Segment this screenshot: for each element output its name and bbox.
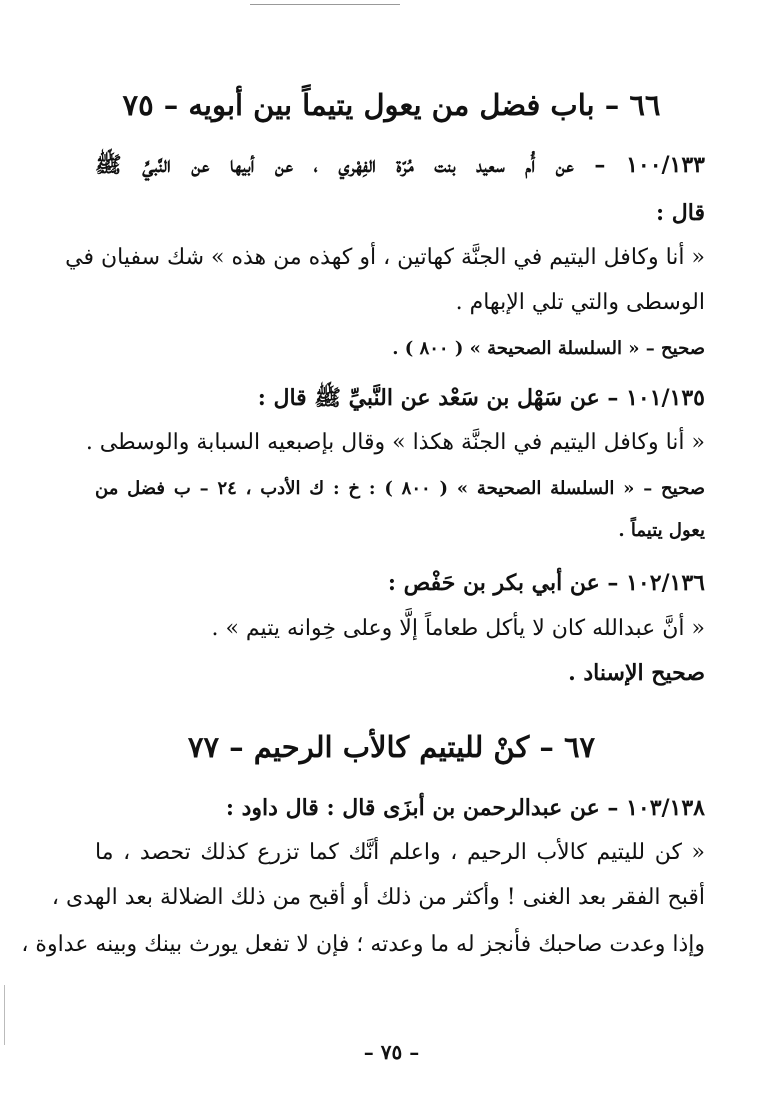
hadith-100-chain: ١٠٠/١٣٣ – عن أُم سعيد بنت مُرّة الفِهْري ، عن أبيها عن النَّبيِّ ﷺ	[95, 152, 705, 178]
margin-mark	[4, 985, 5, 1045]
hadith-103-text-1: « كن لليتيم كالأب الرحيم ، واعلم أنَّك كما تزرع كذلك تحصد ، ما	[95, 840, 705, 865]
hadith-100-chain-cont: قال :	[656, 200, 705, 226]
top-rule	[250, 4, 400, 5]
chapter-67-heading: ٦٧ – كنْ لليتيم كالأب الرحيم – ٧٧	[187, 730, 596, 764]
hadith-102-chain: ١٠٢/١٣٦ – عن أبي بكر بن حَفْص :	[387, 570, 705, 596]
hadith-101-chain: ١٠١/١٣٥ – عن سَهْل بن سَعْد عن النَّبيِّ ﷺ قال :	[257, 385, 705, 411]
hadith-101-grade-2: يعول يتيماً .	[618, 520, 705, 541]
hadith-103-text-3: وإذا وعدت صاحبك فأنجز له ما وعدته ؛ فإن لا تفعل يورث بينك وبينه عداوة ،	[21, 932, 705, 957]
hadith-101-text: « أنا وكافل اليتيم في الجنَّة هكذا » وقال بإصبعيه السبابة والوسطى .	[85, 430, 705, 455]
chapter-66-heading: ٦٦ – باب فضل من يعول يتيماً بين أبويه – ٧٥	[122, 88, 661, 122]
hadith-101-grade-1: صحيح – « السلسلة الصحيحة » ( ٨٠٠ ) : خ : ك الأدب ، ٢٤ – ب فضل من	[95, 478, 706, 499]
hadith-103-chain: ١٠٣/١٣٨ – عن عبدالرحمن بن أبزَى قال : قال داود :	[225, 795, 705, 821]
hadith-103-text-2: أقبح الفقر بعد الغنى ! وأكثر من ذلك أو أقبح من ذلك الضلالة بعد الهدى ،	[51, 885, 705, 910]
hadith-100-grade: صحيح – « السلسلة الصحيحة » ( ٨٠٠ ) .	[392, 338, 705, 359]
hadith-102-grade: صحيح الإسناد .	[568, 660, 705, 686]
hadith-102-text: « أنَّ عبدالله كان لا يأكل طعاماً إلَّا وعلى خِوانه يتيم » .	[211, 616, 705, 641]
page-number: – ٧٥ –	[363, 1040, 420, 1064]
hadith-100-text-2: الوسطى والتي تلي الإبهام .	[455, 290, 705, 315]
hadith-100-text-1: « أنا وكافل اليتيم في الجنَّة كهاتين ، أو كهذه من هذه » شك سفيان في	[65, 245, 705, 270]
